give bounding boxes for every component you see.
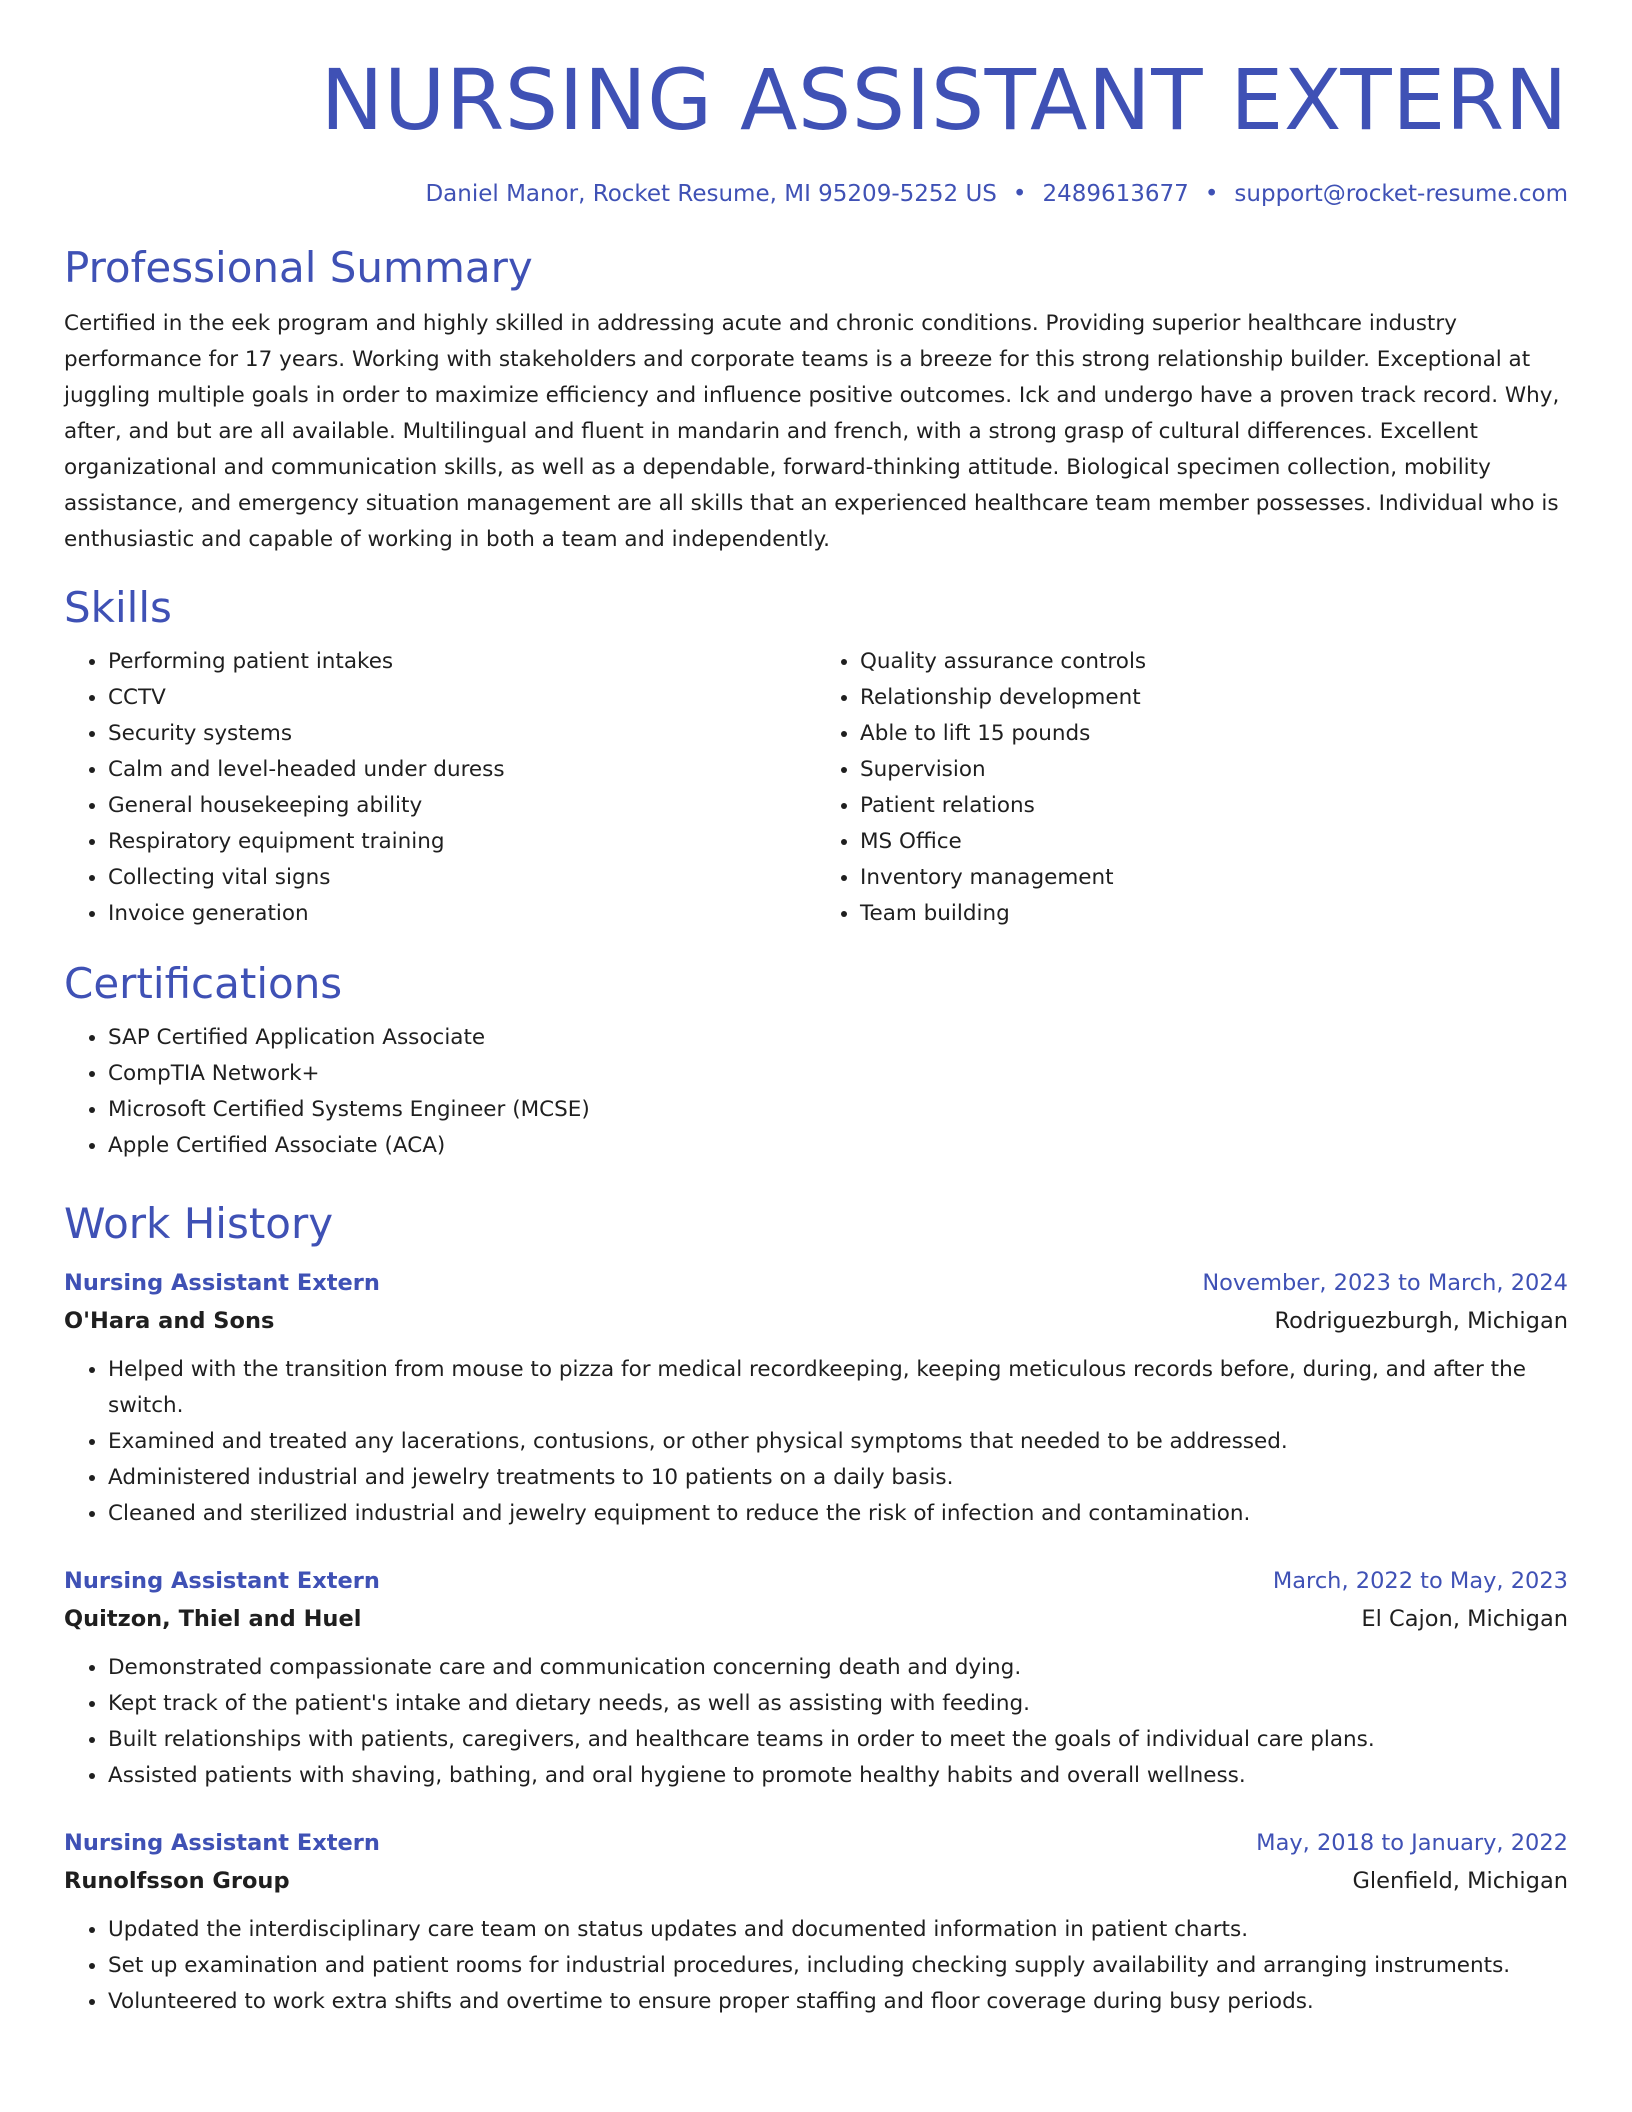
job-entry [64,1824,1568,2020]
job-location: El Cajon, Michigan [1361,1606,1568,1632]
certification-item: • CompTIA Network+ [108,1056,1568,1092]
skill-item: • Collecting vital signs [108,860,816,896]
job-company: O'Hara and Sons [64,1308,275,1334]
job-duty-item: • Helped with the transition from mouse to pizza for medical recordkeeping, keeping meticulous records before, during, and after the switch. [108,1352,1568,1424]
skill-item: • MS Office [860,824,1568,860]
job-dates: November, 2023 to March, 2024 [1202,1270,1568,1296]
skill-item: • General housekeeping ability [108,788,816,824]
job-location: Rodriguezburgh, Michigan [1274,1308,1568,1334]
contact-address: Daniel Manor, Rocket Resume, MI 95209-5252 US [425,181,997,207]
job-duty-item: • Administered industrial and jewelry treatments to 10 patients on a daily basis. [108,1460,1568,1496]
contact-separator: • [1204,181,1219,207]
job-dates: March, 2022 to May, 2023 [1272,1568,1568,1594]
summary-section [64,242,1568,558]
job-duties-list [64,1352,1568,1532]
skill-item: • Patient relations [860,788,1568,824]
skill-item: • Inventory management [860,860,1568,896]
skills-list-left [64,644,816,932]
job-duties-list [64,1912,1568,2020]
job-duty-item: • Kept track of the patient's intake and dietary needs, as well as assisting with feeding. [108,1686,1568,1722]
contact-email[interactable]: support@rocket-resume.com [1234,181,1568,207]
candidate-title: NURSING ASSISTANT EXTERN [320,51,1568,149]
job-title: Nursing Assistant Extern [64,1568,380,1594]
job-duty-item: • Set up examination and patient rooms for industrial procedures, including checking supply availability and arranging instruments. [108,1948,1568,1984]
job-title-row [64,1824,1568,1862]
certifications-list [64,1020,1568,1164]
job-dates: May, 2018 to January, 2022 [1256,1830,1568,1856]
contact-line [64,178,1568,210]
skills-heading: Skills [64,583,172,632]
job-duty-item: • Examined and treated any lacerations, contusions, or other physical symptoms that needed to be addressed. [108,1424,1568,1460]
skill-item: • Quality assurance controls [860,644,1568,680]
job-duties-list [64,1650,1568,1794]
skills-columns [64,644,1568,932]
skill-item: • Invoice generation [108,896,816,932]
skill-item: • Security systems [108,716,816,752]
contact-phone[interactable]: 2489613677 [1042,181,1189,207]
job-duty-item: • Updated the interdisciplinary care team on status updates and documented information in patient charts. [108,1912,1568,1948]
contact-separator: • [1012,181,1027,207]
work-history-heading: Work History [64,1199,334,1248]
job-company: Quitzon, Thiel and Huel [64,1606,362,1632]
work-history-section [64,1198,1568,2020]
job-title: Nursing Assistant Extern [64,1270,380,1296]
skill-item: • Calm and level-headed under duress [108,752,816,788]
skill-item: • Team building [860,896,1568,932]
job-duty-item: • Volunteered to work extra shifts and overtime to ensure proper staffing and floor coverage during busy periods. [108,1984,1568,2020]
job-title-row [64,1562,1568,1600]
job-duty-item: • Demonstrated compassionate care and communication concerning death and dying. [108,1650,1568,1686]
resume-header [64,0,1568,210]
job-duty-item: • Assisted patients with shaving, bathing, and oral hygiene to promote healthy habits and overall wellness. [108,1758,1568,1794]
job-company-row [64,1862,1568,1900]
skill-item: • CCTV [108,680,816,716]
certification-item: • Microsoft Certified Systems Engineer (MCSE) [108,1092,1568,1128]
job-title: Nursing Assistant Extern [64,1830,380,1856]
skill-item: • Respiratory equipment training [108,824,816,860]
job-title-row [64,1264,1568,1302]
certification-item: • SAP Certified Application Associate [108,1020,1568,1056]
skills-list-right [816,644,1568,932]
certifications-section [64,958,1568,1164]
job-entry [64,1264,1568,1532]
job-duty-item: • Built relationships with patients, caregivers, and healthcare teams in order to meet the goals of individual care plans. [108,1722,1568,1758]
skill-item: • Supervision [860,752,1568,788]
job-entry [64,1562,1568,1794]
skill-item: • Performing patient intakes [108,644,816,680]
job-company-row [64,1302,1568,1340]
skills-section [64,582,1568,932]
skill-item: • Able to lift 15 pounds [860,716,1568,752]
summary-heading: Professional Summary [64,243,533,292]
certifications-heading: Certifications [64,959,343,1008]
job-company-row [64,1600,1568,1638]
job-duty-item: • Cleaned and sterilized industrial and jewelry equipment to reduce the risk of infection and contamination. [108,1496,1568,1532]
skill-item: • Relationship development [860,680,1568,716]
certification-item: • Apple Certified Associate (ACA) [108,1128,1568,1164]
summary-text: Certified in the eek program and highly skilled in addressing acute and chronic conditions. Providing superior healthcare industry performance for 17 years. Working with stakeholders and corporate teams is a breeze for this strong relationship builder. Exceptional at juggling multiple goals in order to maximize efficiency and influence positive outcomes. Ick and undergo have a proven track record. Why, after, and but are all available. Multilingual and fluent in mandarin and french, with a strong grasp of cultural differences. Excellent organizational and communication skills, as well as a dependable, forward-thinking attitude. Biological specimen collection, mobility assistance, and emergency situation management are all skills that an experienced healthcare team member possesses. Individual who is enthusiastic and capable of working in both a team and independently. [64,311,1560,552]
job-company: Runolfsson Group [64,1868,290,1894]
job-location: Glenfield, Michigan [1352,1868,1568,1894]
